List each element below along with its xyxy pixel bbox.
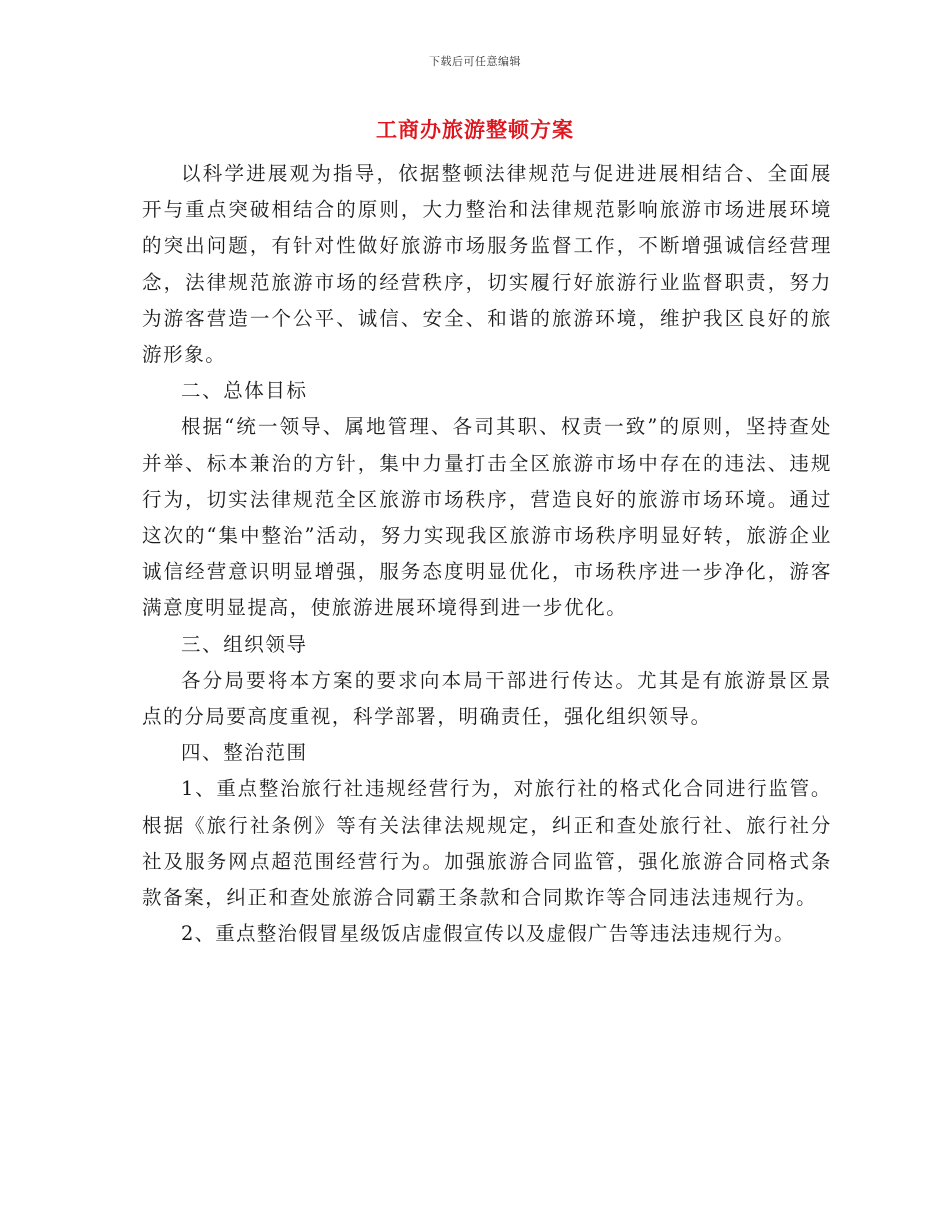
header-note: 下载后可任意编辑: [429, 55, 521, 68]
paragraph-scope-item-1: 1、重点整治旅行社违规经营行为，对旅行社的格式化合同进行监管。根据《旅行社条例》等有关法律法规规定，纠正和查处旅行社、旅行社分社及服务网点超范围经营行为。加强旅游合同监管，强化旅游合同格式条款备案，纠正和查处旅游合同霸王条款和合同欺诈等合同违法违规行为。: [142, 777, 832, 910]
section-heading-scope: 四、整治范围: [181, 741, 308, 765]
paragraph-scope-item-2: 2、重点整治假冒星级饭店虚假宣传以及虚假广告等违法违规行为。: [181, 922, 795, 946]
paragraph-guiding-principle: 以科学进展观为指导，依据整顿法律规范与促进进展相结合、全面展开与重点突破相结合的原则，大力整治和法律规范影响旅游市场进展环境的突出问题，有针对性做好旅游市场服务监督工作，不断增强诚信经营理念，法律规范旅游市场的经营秩序，切实履行好旅游行业监督职责，努力为游客营造一个公平、诚信、安全、和谐的旅游环境，维护我区良好的旅游形象。: [142, 162, 832, 367]
section-heading-overall-goal: 二、总体目标: [181, 379, 308, 403]
paragraph-organization: 各分局要将本方案的要求向本局干部进行传达。尤其是有旅游景区景点的分局要高度重视，科学部署，明确责任，强化组织领导。: [142, 668, 832, 729]
section-heading-organization: 三、组织领导: [181, 632, 308, 656]
document-title: 工商办旅游整顿方案: [376, 117, 574, 142]
document-body: [142, 156, 832, 952]
paragraph-overall-goal: 根据“统一领导、属地管理、各司其职、权责一致”的原则，坚持查处并举、标本兼治的方针，集中力量打击全区旅游市场中存在的违法、违规行为，切实法律规范全区旅游市场秩序，营造良好的旅游市场环境。通过这次的“集中整治”活动，努力实现我区旅游市场秩序明显好转，旅游企业诚信经营意识明显增强，服务态度明显优化，市场秩序进一步净化，游客满意度明显提高，使旅游进展环境得到进一步优化。: [142, 415, 832, 620]
